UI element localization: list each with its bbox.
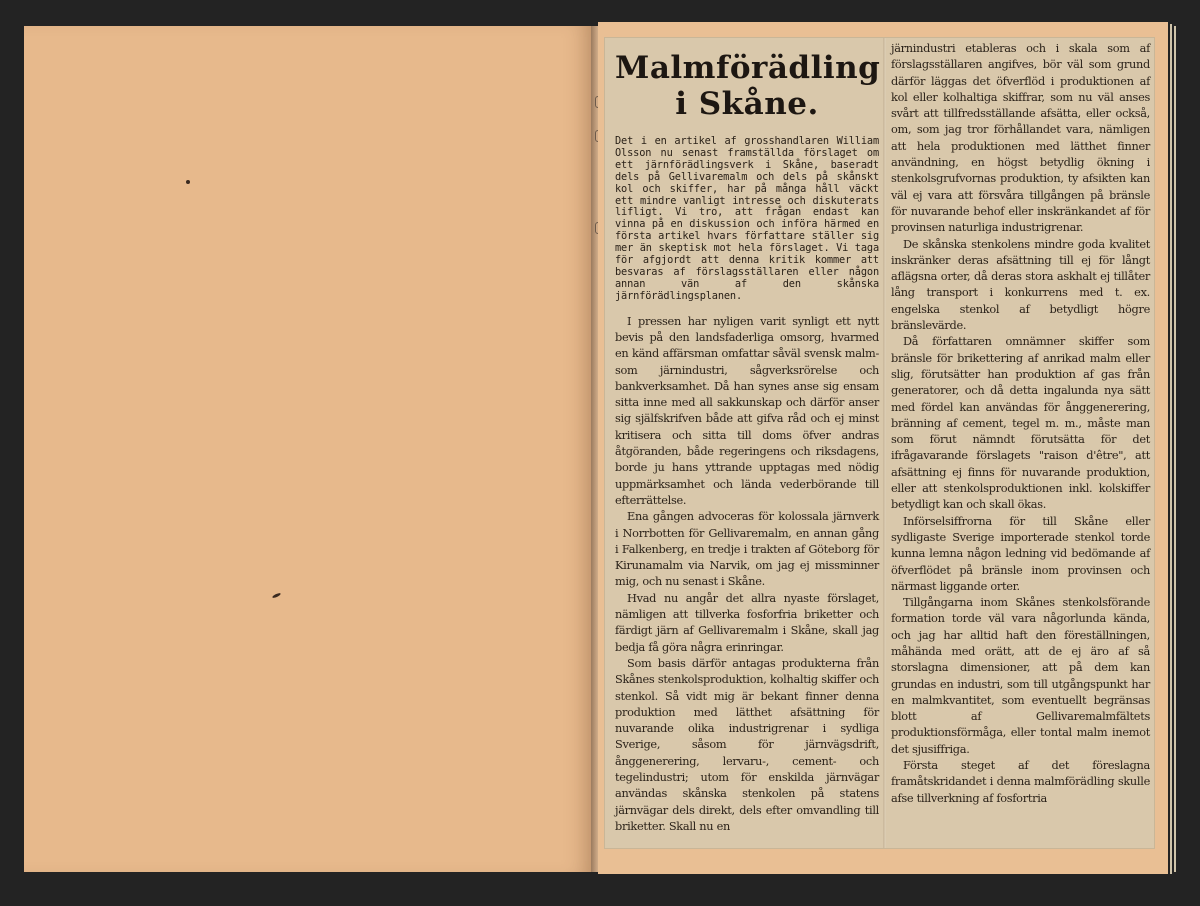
paper-speck bbox=[186, 180, 190, 184]
paragraph: Införselsiffrorna för till Skåne eller sydligaste Sverige importerade stenkol torde kunna lemna någon ledning vid bedömande af öfverflödet på bränsle inom provinsen och närmast liggande orter. bbox=[891, 513, 1150, 593]
article-headline bbox=[615, 50, 879, 122]
headline-line-1: Malmförädling bbox=[615, 50, 881, 86]
paragraph: I pressen har nyligen varit synligt ett nytt bevis på den landsfaderliga omsorg, hvarmed en känd affärsman omfattar såväl svensk malm- som järnindustri, sågverksrörelse och bankverksamhet. Då han synes anse sig ensam sitta inne med all sakkunskap och därför anser sig själfskrifven både att gifva råd och ej minst kritisera och sitta till doms öfver andras åtgöranden, både regeringens och riksdagens, borde ju hans yttrande upptagas med nödig uppmärksamhet och lända vederbörande till efterrättelse. bbox=[615, 313, 879, 507]
page-stack-edge bbox=[1170, 24, 1172, 874]
headline-line-2: i Skåne. bbox=[675, 86, 819, 122]
newspaper-clipping bbox=[605, 38, 1154, 848]
article-body-right bbox=[891, 40, 1150, 806]
paper-speck bbox=[272, 592, 281, 599]
article-column-left bbox=[615, 38, 879, 834]
article-column-right bbox=[891, 38, 1150, 806]
page-stack-edge bbox=[1174, 26, 1176, 872]
paragraph: Första steget af det föreslagna framåtskridandet i denna malmförädling skulle afse tillverkning af fosfortria bbox=[891, 758, 1150, 805]
paragraph: Som basis därför antagas produkterna från Skånes stenkolsproduktion, kolhaltig skiffer och stenkol. Så vidt mig är bekant finner denna produktion med lätthet afsättning för nuvarande olika industrigrenar i sydliga Sverige, såsom för järnvägsdrift, ånggenerering, lervaru-, cement- och tegelindustri; utom för enskilda järnvägar användas skånska stenkolen på statens järnvägar dels direkt, dels efter omvandling till briketter. Skall nu en bbox=[615, 655, 879, 833]
paragraph: järnindustri etableras och i skala som af förslagsställaren angifves, bör väl som grund därför läggas det öfverflöd i produktionen af kol eller kolhaltiga skiffrar, som nu väl anses svårt att tillfredsställande afsätta, eller också, om, som jag tror förhållandet vara, nämligen att hela produktionen med lätthet finner användning, en högst betydlig ökning i stenkolsgrufvornas produktion, ty afsikten kan väl ej vara att försvåra tillgången på bränsle för nuvarande behof eller inskränkandet af för provinsen naturliga industrigrenar. bbox=[891, 41, 1150, 235]
paragraph: Hvad nu angår det allra nyaste förslaget, nämligen att tillverka fosforfria briketter och färdigt järn af Gellivaremalm i Skåne, skall jag bedja få göra några erinringar. bbox=[615, 590, 879, 654]
paragraph: De skånska stenkolens mindre goda kvalitet inskränker deras afsättning till ej för långt aflägsna orter, då deras stora askhalt ej tillåter lång transport i konkurrens med t. ex. engelska stenkol af betydligt högre bränslevärde. bbox=[891, 236, 1150, 333]
paragraph: Ena gången advoceras för kolossala järnverk i Norrbotten för Gellivaremalm, en annan gång i Falkenberg, en tredje i trakten af Göteborg för Kirunamalm via Narvik, om jag ej missminner mig, och nu senast i Skåne. bbox=[615, 509, 879, 589]
article-body-left bbox=[615, 313, 879, 835]
paragraph: Tillgångarna inom Skånes stenkolsförande formation torde väl vara någorlunda kända, och jag har alltid haft den föreställningen, måhända med orätt, att de ej äro af så storslagna dimensioner, att på dem kan grundas en industri, som till utgångspunkt har en malmkvantitet, som eventuellt begränsas blott af Gellivaremalmfältets produktionsförmåga, eller tontal malm inemot det sjusiffriga. bbox=[891, 595, 1150, 756]
article-intro: Det i en artikel af grosshandlaren William Olsson nu senast framställda förslaget om ett järnförädlingsverk i Skåne, baseradt dels på Gellivaremalm och dels på skånskt kol och skiffer, har på många håll väckt ett mindre vanligt intresse och diskuterats lifligt. Vi tro, att frågan endast kan vinna på en diskussion och införa härmed en första artikel hvars författare ställer sig mer än skeptisk mot hela förslaget. Vi taga för afgjordt att denna kritik kommer att besvaras af förslagsställaren eller någon annan vän af den skånska järnförädlingsplanen. bbox=[615, 135, 879, 302]
left-blank-page bbox=[24, 26, 591, 872]
column-fold bbox=[883, 38, 886, 848]
paragraph: Då författaren omnämner skiffer som bränsle för brikettering af anrikad malm eller slig, förutsätter han produktion af gas från generatorer, och då detta ingalunda nya sätt med fördel kan användas för ånggenerering, bränning af cement, tegel m. m., måste man som förut nämndt förutsätta för det ifrågavarande förslagets "raison d'être", att afsättning ej finns för nuvarande produktion, eller att stenkolsproduktionen inkl. kolskiffer betydligt kan och skall ökas. bbox=[891, 334, 1150, 512]
